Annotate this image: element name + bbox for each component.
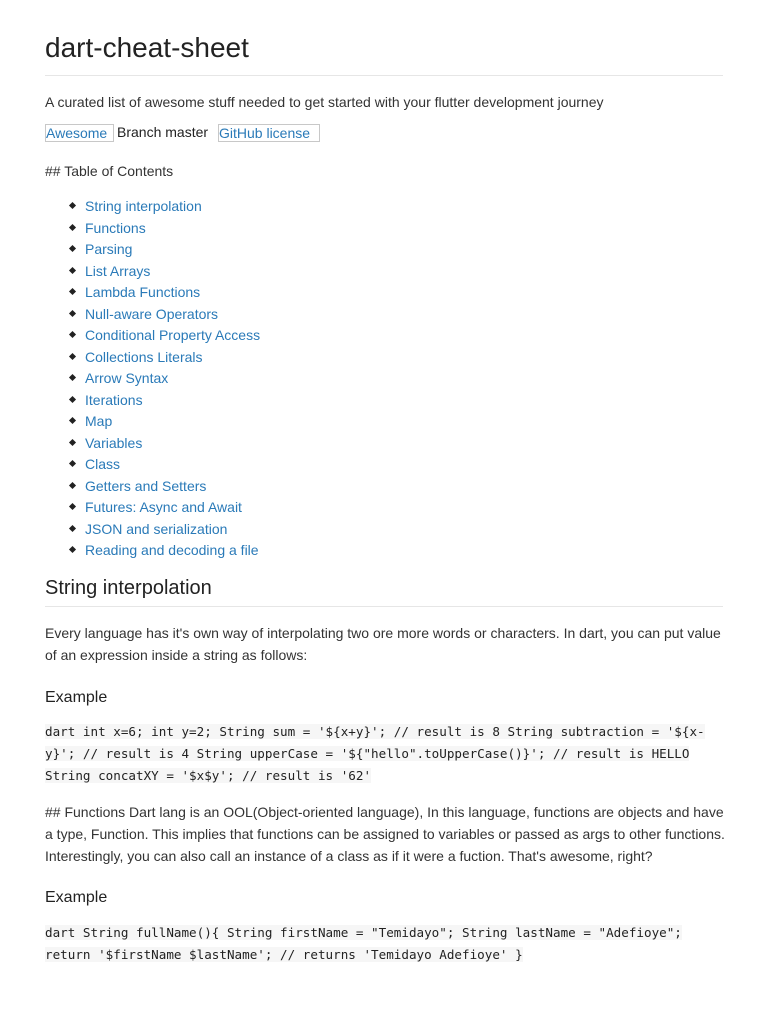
bullet-icon [69, 309, 76, 316]
bullet-icon [69, 266, 76, 273]
code-text: dart String fullName(){ String firstName = "Temidayo"; String lastName = "Adefioye"; return '$firstName $lastName'; // returns 'Temidayo Adefioye' } [45, 925, 682, 962]
awesome-badge[interactable]: Awesome [45, 124, 114, 142]
toc-heading: ## Table of Contents [45, 163, 174, 179]
list-item [45, 218, 260, 240]
list-item [45, 368, 260, 390]
toc-link[interactable]: Class [85, 456, 121, 472]
list-item [45, 261, 260, 283]
code-text: dart int x=6; int y=2; String sum = '${x+y}'; // result is 8 String subtraction = '${x-y}'; // result is 4 String upperCase = '${"hello".toUpperCase()}'; // result is HELLO String concatXY = '$x$y'; // result is '62' [45, 724, 705, 783]
bullet-icon [69, 331, 76, 338]
toc-link[interactable]: List Arrays [85, 262, 151, 279]
code-block [45, 721, 723, 787]
badge-row [45, 124, 320, 142]
toc-link[interactable]: String interpolation [85, 198, 202, 214]
list-item [45, 282, 260, 304]
bullet-icon [69, 352, 76, 359]
list-item [45, 196, 260, 218]
list-item [45, 540, 260, 562]
toc-link[interactable]: Lambda Functions [85, 284, 201, 300]
license-badge[interactable]: GitHub license [218, 124, 320, 142]
list-item [45, 433, 260, 455]
page-title: dart-cheat-sheet [45, 31, 723, 76]
list-item [45, 325, 260, 347]
bullet-icon [69, 417, 76, 424]
toc-link[interactable]: Futures: Async and Await [85, 499, 242, 515]
toc-link[interactable]: Iterations [85, 391, 143, 408]
section-paragraph: Every language has it's own way of interpolating two ore more words or characters. In dart, you can put value of an expression inside a string as follows: [45, 625, 721, 663]
list-item [45, 390, 260, 412]
toc-link[interactable]: Arrow Syntax [85, 370, 169, 386]
example-heading: Example [45, 689, 108, 706]
list-item [45, 411, 260, 433]
section-heading-string-interpolation: String interpolation [45, 575, 723, 607]
bullet-icon [69, 546, 76, 553]
toc-link[interactable]: Functions [85, 219, 146, 236]
intro-text: A curated list of awesome stuff needed to get started with your flutter development journey [45, 94, 604, 110]
bullet-icon [69, 374, 76, 381]
bullet-icon [69, 438, 76, 445]
toc-link[interactable]: Parsing [85, 241, 133, 257]
toc-link[interactable]: Variables [85, 434, 143, 451]
bullet-icon [69, 395, 76, 402]
list-item [45, 239, 260, 261]
list-item [45, 476, 260, 498]
functions-paragraph: ## Functions Dart lang is an OOL(Object-oriented language), In this language, functions are objects and have a type, Function. This implies that functions can be assigned to variables or passed as args to other functions. Interestingly, you can also call an instance of a class as if it were a fuction. That's awesome, right? [45, 804, 725, 864]
list-item [45, 347, 260, 369]
bullet-icon [69, 524, 76, 531]
branch-badge: Branch master [117, 124, 209, 140]
table-of-contents [45, 196, 260, 562]
bullet-icon [69, 460, 76, 467]
toc-link[interactable]: Map [85, 413, 113, 429]
code-block [45, 922, 723, 966]
list-item [45, 304, 260, 326]
example-heading: Example [45, 889, 108, 906]
toc-link[interactable]: Reading and decoding a file [85, 542, 259, 558]
list-item [45, 454, 260, 476]
list-item [45, 519, 260, 541]
bullet-icon [69, 288, 76, 295]
list-item [45, 497, 260, 519]
bullet-icon [69, 481, 76, 488]
toc-link[interactable]: Conditional Property Access [85, 327, 261, 343]
bullet-icon [69, 223, 76, 230]
toc-link[interactable]: JSON and serialization [85, 520, 228, 537]
bullet-icon [69, 245, 76, 252]
toc-link[interactable]: Getters and Setters [85, 477, 207, 494]
toc-link[interactable]: Null-aware Operators [85, 305, 219, 322]
toc-link[interactable]: Collections Literals [85, 348, 203, 365]
bullet-icon [69, 202, 76, 209]
bullet-icon [69, 503, 76, 510]
